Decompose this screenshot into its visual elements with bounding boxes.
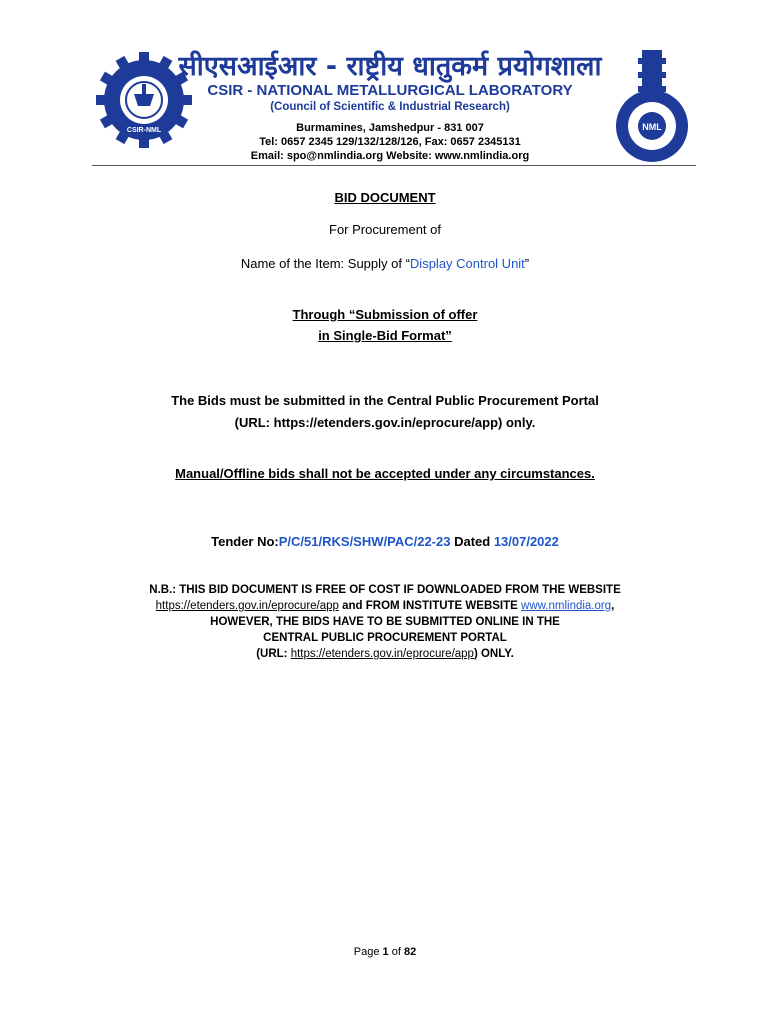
- nb-line-2: [40, 600, 730, 612]
- page-current: 1: [382, 946, 389, 958]
- tender-date: 13/07/2022: [493, 534, 559, 549]
- procurement-line: For Procurement of: [329, 222, 441, 237]
- nb-comma: ,: [611, 600, 615, 612]
- phone-line: Tel: 0657 2345 129/132/128/126, Fax: 0657 2345131: [259, 136, 521, 148]
- nb-line-3: HOWEVER, THE BIDS HAVE TO BE SUBMITTED ONLINE IN THE: [210, 616, 560, 628]
- header-divider: [92, 165, 696, 166]
- page-number: [40, 946, 730, 958]
- etenders-link[interactable]: https://etenders.gov.in/eprocure/app: [155, 600, 339, 612]
- portal-line-1: The Bids must be submitted in the Central Public Procurement Portal: [171, 393, 599, 408]
- tender-number: P/C/51/RKS/SHW/PAC/22-23: [278, 534, 451, 549]
- through-line-1: Through “Submission of offer: [292, 307, 478, 322]
- nb-url-prefix: (URL:: [256, 648, 291, 660]
- nmlindia-link[interactable]: www.nmlindia.org: [521, 600, 612, 612]
- lab-name: CSIR - NATIONAL METALLURGICAL LABORATORY: [207, 82, 573, 99]
- item-name: Display Control Unit: [409, 256, 525, 271]
- nb-line-4: CENTRAL PUBLIC PROCUREMENT PORTAL: [263, 632, 507, 644]
- item-suffix: ”: [524, 256, 530, 271]
- manual-bids-warning: Manual/Offline bids shall not be accepted under any circumstances.: [175, 466, 595, 481]
- email-line: Email: spo@nmlindia.org Website: www.nmlindia.org: [250, 150, 530, 162]
- address-line: Burmamines, Jamshedpur - 831 007: [296, 122, 484, 134]
- item-prefix: Name of the Item: Supply of “: [240, 256, 410, 271]
- page-prefix: Page: [353, 946, 383, 958]
- through-line-2: in Single-Bid Format”: [318, 328, 452, 343]
- tender-line: [40, 534, 730, 549]
- eprocure-link[interactable]: https://etenders.gov.in/eprocure/app: [290, 648, 474, 660]
- page-total: 82: [403, 946, 417, 958]
- page-of: of: [388, 946, 404, 958]
- nml-logo-text: NML: [642, 122, 662, 132]
- nml-logo: [610, 48, 694, 166]
- nb-line-1: N.B.: THIS BID DOCUMENT IS FREE OF COST IF DOWNLOADED FROM THE WEBSITE: [149, 584, 621, 596]
- item-line: [40, 256, 730, 271]
- nb-line-5: [40, 648, 730, 660]
- dated-label: Dated: [450, 534, 494, 549]
- document-title: BID DOCUMENT: [334, 190, 436, 205]
- nb-mid-text: and FROM INSTITUTE WEBSITE: [338, 600, 522, 612]
- tender-label: Tender No:: [211, 534, 279, 549]
- hindi-title: सीएसआईआर - राष्ट्रीय धातुकर्म प्रयोगशाला: [178, 51, 602, 82]
- csir-logo-text: CSIR-NML: [126, 127, 162, 134]
- portal-line-2: (URL: https://etenders.gov.in/eprocure/app) only.: [234, 415, 536, 430]
- council-name: (Council of Scientific & Industrial Research): [270, 101, 510, 113]
- nb-url-suffix: ) ONLY.: [473, 648, 514, 660]
